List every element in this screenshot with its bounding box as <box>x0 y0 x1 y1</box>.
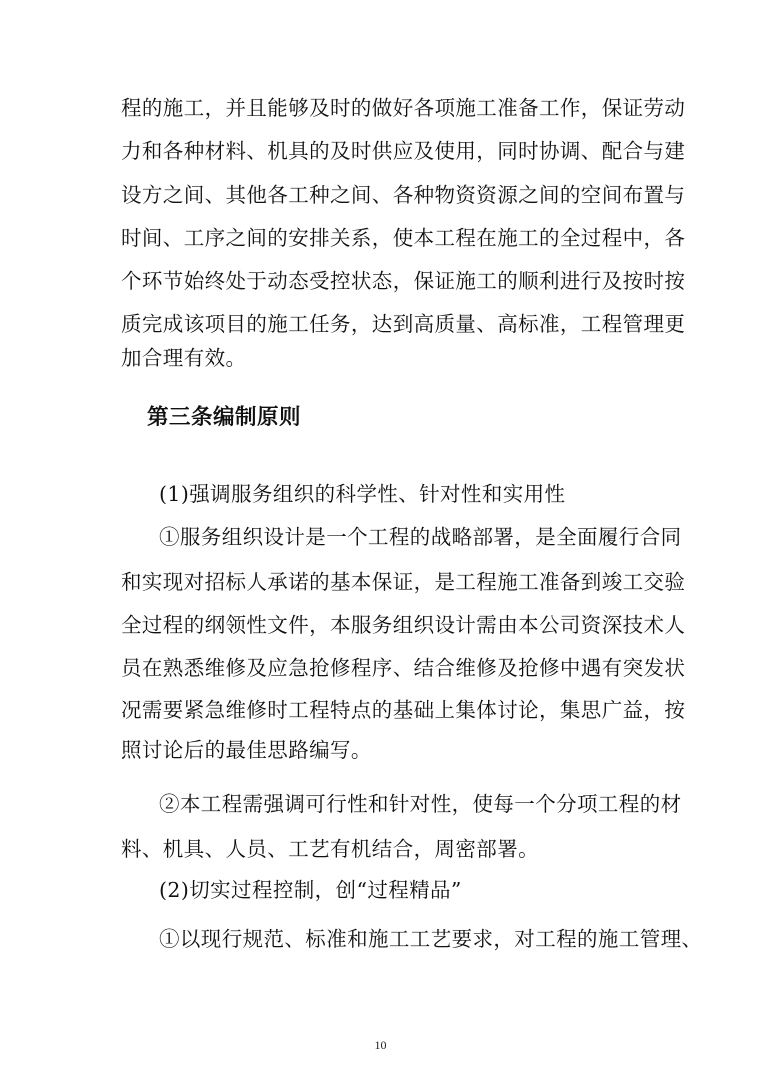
body-text-line: 程的施工，并且能够及时的做好各项施工准备工作，保证劳动 <box>121 96 686 120</box>
body-text-line: 设方之间、其他各工种之间、各种物资资源之间的空间布置与 <box>121 183 686 207</box>
body-text-line: ➀以现行规范、标准和施工工艺要求，对工程的施工管理、 <box>159 927 703 951</box>
body-text-line: ➁本工程需强调可行性和针对性，使每一个分项工程的材 <box>159 792 682 816</box>
page-number: 10 <box>374 1038 387 1052</box>
body-text-line: 质完成该项目的施工任务，达到高质量、高标准，工程管理更 <box>121 312 686 336</box>
body-text-line: 照讨论后的最佳思路编写。 <box>121 738 372 762</box>
body-text-line: 加合理有效。 <box>121 346 247 370</box>
body-text-line: ➀服务组织设计是一个工程的战略部署，是全面履行合同 <box>159 525 682 549</box>
body-text-line: 个环节始终处于动态受控状态，保证施工的顺利进行及按时按 <box>121 269 686 293</box>
body-text-line: 全过程的纲领性文件，本服务组织设计需由本公司资深技术人 <box>121 613 686 637</box>
body-text-line: 时间、工序之间的安排关系，使本工程在施工的全过程中，各 <box>121 226 686 250</box>
body-text-line: 料、机具、人员、工艺有机结合，周密部署。 <box>121 837 539 861</box>
body-text-line: 况需要紧急维修时工程特点的基础上集体讨论，集思广益，按 <box>121 698 686 722</box>
section-heading: 第三条编制原则 <box>147 405 302 430</box>
item-heading: (2)切实过程控制，创“过程精品” <box>159 878 462 902</box>
item-heading: (1)强调服务组织的科学性、针对性和实用性 <box>159 482 566 506</box>
body-text-line: 力和各种材料、机具的及时供应及使用，同时协调、配合与建 <box>121 139 686 163</box>
body-text-line: 员在熟悉维修及应急抢修程序、结合维修及抢修中遇有突发状 <box>121 656 686 680</box>
body-text-line: 和实现对招标人承诺的基本保证，是工程施工准备到竣工交验 <box>121 570 686 594</box>
